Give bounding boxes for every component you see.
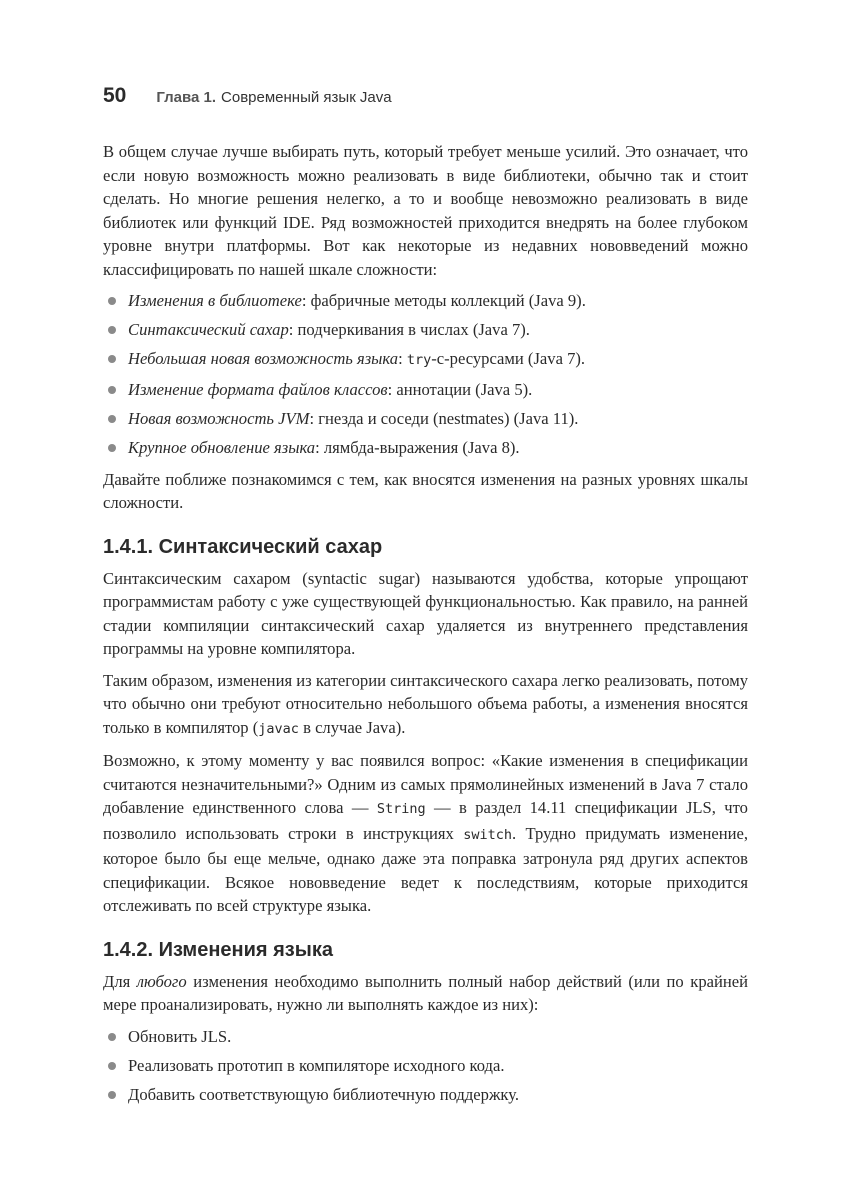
paragraph-text: Возможно, к этому моменту у вас появился вопрос: «Какие изменения в спецификации считаются незначительными?» Одним из самых прямолинейных изменений в Java 7 стало добавление единственного слова — [103, 751, 748, 817]
list-item-text: : гнезда и соседи (nestmates) (Java 11). [309, 409, 579, 428]
list-item-term: Крупное обновление языка [128, 438, 316, 457]
list-item-term: Синтаксический сахар [128, 320, 289, 339]
bullet-icon [108, 355, 116, 363]
bullet-icon [108, 297, 116, 305]
language-changes-paragraph [103, 970, 748, 1017]
list-item [103, 1025, 748, 1049]
intro-paragraph: В общем случае лучше выбирать путь, который требует меньше усилий. Это означает, что если новую возможность можно реализовать в виде библиотеки, обычно так и стоит сделать. Но многие решения нелегко, а то и вообще невозможно реализовать в виде библиотек или функций IDE. Ряд возможностей приходится внедрять на более глубоком уровне внутри платформы. Вот как некоторые из недавних нововведений можно классифицировать по нашей шкале сложности: [103, 142, 748, 279]
chapter-label: Глава 1. [156, 89, 217, 106]
list-item-separator: : [398, 349, 407, 368]
list-item-text: -с-ресурсами (Java 7). [431, 349, 586, 368]
complexity-list [103, 289, 748, 460]
page-content [103, 140, 748, 1114]
section-heading-syntactic-sugar: 1.4.1. Синтаксический сахар [103, 535, 383, 558]
section-heading-language-changes: 1.4.2. Изменения языка [103, 938, 333, 961]
bullet-icon [108, 415, 116, 423]
bullet-icon [108, 1033, 116, 1041]
bullet-icon [108, 444, 116, 452]
intro-closing-paragraph: Давайте поближе познакомимся с тем, как вносятся изменения на разных уровнях шкалы сложности. [103, 469, 748, 512]
list-item-text: Реализовать прототип в компиляторе исходного кода. [128, 1055, 505, 1075]
list-item-term: Небольшая новая возможность языка [128, 349, 399, 368]
paragraph-text: — в раздел 14.11 спецификации JLS, что позволило использовать строки в инструкциях [103, 798, 748, 843]
list-item [103, 1083, 748, 1107]
paragraph-text: Для [103, 971, 137, 991]
list-item-text: : фабричные методы коллекций (Java 9). [301, 291, 586, 310]
bullet-icon [108, 1062, 116, 1070]
list-item-text: Обновить JLS. [128, 1026, 232, 1046]
paragraph-text: . Трудно придумать изменение, которое было бы еще мельче, однако даже эта поправка затронула ряд других аспектов спецификации. Всякое нововведение ведет к последствиям, которые приходится отслеживать по всей структуре языка. [103, 823, 748, 915]
list-item-code: try [406, 352, 432, 368]
syntactic-sugar-paragraph-2 [103, 669, 748, 742]
list-item [103, 347, 748, 373]
bullet-icon [108, 326, 116, 334]
running-header [103, 84, 748, 114]
paragraph-text: в случае Java). [298, 717, 406, 737]
list-item-term: Изменения в библиотеке [128, 291, 302, 310]
bullet-icon [108, 1091, 116, 1099]
list-item [103, 378, 748, 402]
syntactic-sugar-paragraph-3 [103, 749, 748, 918]
list-item-text: : лямбда-выражения (Java 8). [315, 438, 520, 457]
emphasis-text: любого [136, 971, 187, 991]
paragraph-text: Таким образом, изменения из категории синтаксического сахара легко реализовать, потому что обычно они требуют относительно небольшого объема работы, а изменения вносятся только в компилятор ( [103, 670, 748, 737]
inline-code: String [376, 801, 426, 817]
list-item-term: Изменение формата файлов классов [128, 380, 388, 399]
list-item-text: Добавить соответствующую библиотечную поддержку. [128, 1084, 520, 1104]
list-item [103, 289, 748, 313]
chapter-title: Современный язык Java [221, 89, 392, 106]
list-item [103, 318, 748, 342]
paragraph-text: изменения необходимо выполнить полный набор действий (или по крайней мере проанализировать, нужно ли выполнять каждое из них): [103, 971, 748, 1014]
list-item [103, 436, 748, 460]
language-change-steps-list [103, 1025, 748, 1107]
list-item [103, 407, 748, 431]
inline-code: javac [258, 720, 299, 737]
page-number: 50 [103, 84, 127, 107]
list-item-term: Новая возможность JVM [128, 409, 310, 428]
bullet-icon [108, 386, 116, 394]
syntactic-sugar-paragraph-1: Синтаксическим сахаром (syntactic sugar) называются удобства, которые упрощают программистам работу с уже существующей функциональностью. Как правило, на ранней стадии компиляции синтаксический сахар удаляется из внутреннего представления программы на уровне компилятора. [103, 568, 748, 658]
list-item-text: : подчеркивания в числах (Java 7). [288, 320, 530, 339]
list-item-text: : аннотации (Java 5). [387, 380, 533, 399]
list-item [103, 1054, 748, 1078]
inline-code: switch [463, 826, 512, 843]
